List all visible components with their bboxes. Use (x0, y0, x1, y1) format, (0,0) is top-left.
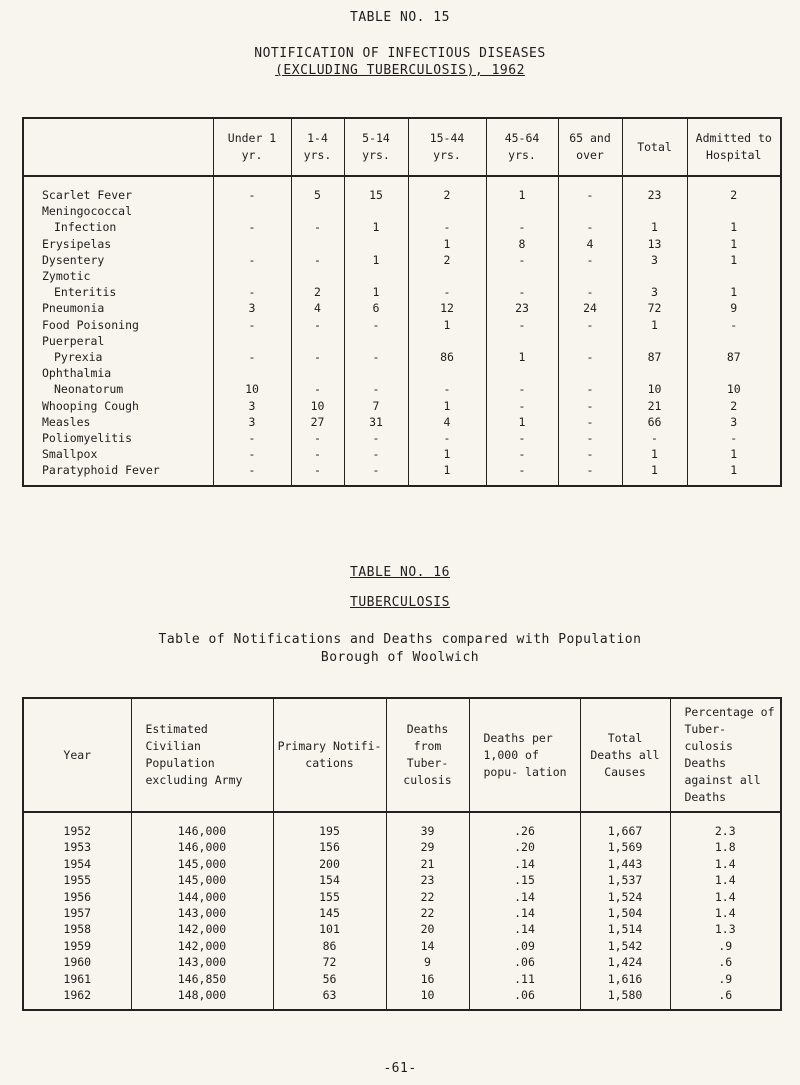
table15-cell: - (344, 381, 408, 397)
table15-cell (622, 365, 687, 381)
table15-cell: 4 (408, 414, 486, 430)
table16-row (23, 905, 781, 921)
table15-cell: 3 (213, 398, 291, 414)
table16-cell: 1,524 (580, 889, 670, 905)
table15-cell (558, 203, 622, 219)
year-cell: 1954 (63, 856, 92, 871)
year-cell: 1952 (63, 824, 92, 838)
table15-cell: - (291, 252, 344, 268)
table15-cell: 1 (486, 349, 558, 365)
table15-cell: - (408, 219, 486, 235)
table16-header-2: Primary Notifi- cations (273, 698, 386, 812)
table15-cell: 1 (344, 219, 408, 235)
table16-cell: 14 (386, 938, 469, 954)
table16-cell: 1,537 (580, 872, 670, 888)
table16-cell: 20 (386, 921, 469, 937)
table15-cell: 13 (622, 236, 687, 252)
table15-row (23, 430, 781, 446)
table15-cell: - (558, 317, 622, 333)
table15-cell: - (558, 414, 622, 430)
table15-header-6: 65 and over (558, 118, 622, 176)
table16-cell: 21 (386, 856, 469, 872)
year-cell: 1962 (63, 988, 92, 1003)
table16-cell: .6 (670, 954, 781, 970)
table15-cell: 6 (344, 300, 408, 316)
table15-cell (213, 333, 291, 349)
table15-cell: 23 (622, 176, 687, 203)
table15-cell: - (486, 462, 558, 485)
table16-cell: 155 (273, 889, 386, 905)
table15-cell: - (558, 349, 622, 365)
disease-label: Dysentery (42, 252, 105, 267)
table15-cell (291, 203, 344, 219)
table15-cell: - (558, 462, 622, 485)
table16-cell: 143,000 (131, 954, 273, 970)
disease-label: Enteritis (54, 285, 117, 300)
table15-cell (344, 333, 408, 349)
table15-cell: - (291, 462, 344, 485)
table15-cell (213, 365, 291, 381)
table15-cell: 86 (408, 349, 486, 365)
table15-cell: 1 (687, 462, 781, 485)
table15-cell (622, 268, 687, 284)
table15-cell (486, 365, 558, 381)
table16-cell: 148,000 (131, 987, 273, 1010)
table15-cell: 27 (291, 414, 344, 430)
disease-label: Neonatorum (54, 382, 124, 397)
table15-cell: - (558, 446, 622, 462)
table15-cell: 3 (213, 300, 291, 316)
table15-cell: 10 (687, 381, 781, 397)
table16-header-3: Deaths from Tuber- culosis (386, 698, 469, 812)
table15-cell: - (558, 430, 622, 446)
table15-cell: 8 (486, 236, 558, 252)
table15-row (23, 203, 781, 219)
table16-header-1: Estimated Civilian Population excluding Army (131, 698, 273, 812)
table15-cell: 1 (687, 219, 781, 235)
table16-cell: 142,000 (131, 921, 273, 937)
table16-cell: 144,000 (131, 889, 273, 905)
table15-cell: 1 (486, 176, 558, 203)
table16-caption-line1: Table of Notifications and Deaths compared with Population (158, 632, 642, 647)
table15-header-3: 5-14 yrs. (344, 118, 408, 176)
table16-cell: 1.4 (670, 872, 781, 888)
table15-cell: - (213, 317, 291, 333)
table15-cell: 2 (687, 176, 781, 203)
table15-cell: - (213, 284, 291, 300)
table16-cell: .14 (469, 921, 580, 937)
table15-cell: - (486, 317, 558, 333)
table15-cell: 10 (213, 381, 291, 397)
table15-header-4: 15-44 yrs. (408, 118, 486, 176)
disease-label: Scarlet Fever (42, 188, 133, 202)
table16-cell: 1,504 (580, 905, 670, 921)
table16-cell: .14 (469, 856, 580, 872)
table16-cell: 101 (273, 921, 386, 937)
table15-cell (408, 203, 486, 219)
table16-cell: 63 (273, 987, 386, 1010)
year-cell: 1961 (63, 971, 92, 986)
table15-cell (558, 268, 622, 284)
table16-cell: .9 (670, 938, 781, 954)
table15-cell (344, 365, 408, 381)
table16-row (23, 839, 781, 855)
table16-header-6: Percentage of Tuber- culosis Deaths against all Deaths (670, 698, 781, 812)
table15-cell (291, 333, 344, 349)
infectious-diseases-table (22, 117, 782, 487)
tuberculosis-table (22, 697, 782, 1011)
table15-cell: 2 (408, 252, 486, 268)
table16-row (23, 921, 781, 937)
year-cell: 1958 (63, 922, 92, 937)
disease-label: Food Poisoning (42, 317, 139, 332)
table16-title: TUBERCULOSIS (350, 595, 450, 610)
table15-cell: 3 (622, 284, 687, 300)
table15-cell (486, 203, 558, 219)
table16-cell: 1.4 (670, 905, 781, 921)
table15-cell (291, 236, 344, 252)
table15-cell: 3 (687, 414, 781, 430)
table16-cell: 72 (273, 954, 386, 970)
table16-cell: 156 (273, 839, 386, 855)
table15-cell: 7 (344, 398, 408, 414)
table16-cell: 1.3 (670, 921, 781, 937)
table15-cell: - (558, 284, 622, 300)
table15-cell: - (486, 381, 558, 397)
table16-label: TABLE NO. 16 (350, 565, 450, 580)
table16-cell: 1.4 (670, 856, 781, 872)
table16-cell: 1.8 (670, 839, 781, 855)
table16-cell: 1,514 (580, 921, 670, 937)
table16-header-0: Year (23, 698, 131, 812)
table15-cell: 1 (687, 236, 781, 252)
table15-cell: - (622, 430, 687, 446)
table15-cell: 87 (687, 349, 781, 365)
table16-cell: 143,000 (131, 905, 273, 921)
disease-label: Ophthalmia (42, 366, 112, 381)
table15-cell: - (486, 284, 558, 300)
table16-cell: 145,000 (131, 872, 273, 888)
table15-cell: - (291, 381, 344, 397)
table15-cell (344, 268, 408, 284)
table15-cell: - (344, 446, 408, 462)
table15-cell: - (213, 176, 291, 203)
table15-cell: 2 (291, 284, 344, 300)
table15-cell (213, 268, 291, 284)
table15-cell: - (213, 462, 291, 485)
table15-cell: 1 (687, 252, 781, 268)
table15-cell (558, 333, 622, 349)
table15-cell: - (344, 317, 408, 333)
disease-label: Erysipelas (42, 236, 112, 251)
table15-cell: 5 (291, 176, 344, 203)
table15-cell: 24 (558, 300, 622, 316)
table16-row (23, 889, 781, 905)
table16-cell: 2.3 (670, 812, 781, 839)
table16-cell: 22 (386, 889, 469, 905)
table15-cell: - (486, 219, 558, 235)
table15-cell: - (408, 381, 486, 397)
table15-cell (622, 203, 687, 219)
table15-cell: 1 (687, 284, 781, 300)
table16-cell: 22 (386, 905, 469, 921)
table16-cell: 23 (386, 872, 469, 888)
table15-cell: - (558, 219, 622, 235)
table15-cell: 1 (622, 317, 687, 333)
table15-row (23, 252, 781, 268)
disease-label: Paratyphoid Fever (42, 463, 160, 478)
table15-cell: 1 (622, 446, 687, 462)
table16-cell: 195 (273, 812, 386, 839)
table15-subtitle: (EXCLUDING TUBERCULOSIS), 1962 (275, 63, 525, 78)
year-cell: 1959 (63, 938, 92, 953)
table16-cell: 16 (386, 971, 469, 987)
table15-cell (408, 333, 486, 349)
table15-cell: 2 (687, 398, 781, 414)
table15-cell: 1 (622, 219, 687, 235)
table16-cell: 10 (386, 987, 469, 1010)
table15-cell (213, 236, 291, 252)
table16-cell: 39 (386, 812, 469, 839)
table15-cell: 66 (622, 414, 687, 430)
table15-cell: - (344, 430, 408, 446)
table15-cell (486, 268, 558, 284)
table15-cell (687, 268, 781, 284)
table15-cell: - (408, 430, 486, 446)
table15-row (23, 176, 781, 203)
table16-row (23, 954, 781, 970)
table15-cell: - (687, 430, 781, 446)
table15-header-7: Total (622, 118, 687, 176)
year-cell: 1956 (63, 889, 92, 904)
table15-cell: - (408, 284, 486, 300)
table16-row (23, 812, 781, 839)
table15-cell: 10 (291, 398, 344, 414)
table15-cell: - (291, 317, 344, 333)
table16-caption-line2: Borough of Woolwich (320, 650, 480, 665)
table15-cell (622, 333, 687, 349)
table15-cell (408, 268, 486, 284)
disease-label: Smallpox (42, 447, 98, 462)
table15-cell: 10 (622, 381, 687, 397)
disease-label: Measles (42, 414, 91, 429)
table15-row (23, 414, 781, 430)
table16-header-5: Total Deaths all Causes (580, 698, 670, 812)
table15-row (23, 300, 781, 316)
table16-cell: 1,667 (580, 812, 670, 839)
table15-header-2: 1-4 yrs. (291, 118, 344, 176)
table16-cell: .14 (469, 889, 580, 905)
table16-cell: 1,542 (580, 938, 670, 954)
table15-cell: 15 (344, 176, 408, 203)
table16-cell: 1,580 (580, 987, 670, 1010)
table15-cell (344, 236, 408, 252)
table15-cell (687, 333, 781, 349)
table16-cell: .09 (469, 938, 580, 954)
table15-header-8: Admitted to Hospital (687, 118, 781, 176)
table15-cell: 1 (408, 398, 486, 414)
table15-cell: 1 (687, 446, 781, 462)
table15-cell (558, 365, 622, 381)
table16-cell: .11 (469, 971, 580, 987)
table15-cell: 1 (622, 462, 687, 485)
table16-cell: .06 (469, 987, 580, 1010)
table15-row (23, 446, 781, 462)
table15-cell: - (213, 446, 291, 462)
table15-cell: 1 (486, 414, 558, 430)
year-cell: 1955 (63, 873, 92, 888)
table15-cell (486, 333, 558, 349)
table15-header-0 (23, 118, 213, 176)
table15-cell: 2 (408, 176, 486, 203)
table15-row (23, 219, 781, 235)
table16-cell: 142,000 (131, 938, 273, 954)
table16-cell: 1,616 (580, 971, 670, 987)
table15-cell (344, 203, 408, 219)
table16-cell: 1,424 (580, 954, 670, 970)
table15-cell: 3 (213, 414, 291, 430)
table15-cell (291, 365, 344, 381)
table15-cell: - (291, 219, 344, 235)
table16-cell: 29 (386, 839, 469, 855)
table15-row (23, 462, 781, 485)
table15-cell: 1 (344, 252, 408, 268)
table15-cell: - (291, 430, 344, 446)
table15-cell: - (291, 349, 344, 365)
table15-label: TABLE NO. 15 (350, 10, 450, 25)
table15-cell (213, 203, 291, 219)
year-cell: 1957 (63, 906, 92, 921)
table16-cell: 145 (273, 905, 386, 921)
disease-label: Whooping Cough (42, 398, 139, 413)
table15-cell (687, 203, 781, 219)
table16-cell: 154 (273, 872, 386, 888)
table15-cell (408, 365, 486, 381)
table15-cell: - (558, 398, 622, 414)
table15-cell: - (558, 252, 622, 268)
disease-label: Zymotic (42, 269, 91, 284)
table16-cell: 1,443 (580, 856, 670, 872)
table15-cell: 87 (622, 349, 687, 365)
table15-cell: - (486, 446, 558, 462)
table15-cell: 31 (344, 414, 408, 430)
table16-cell: 1.4 (670, 889, 781, 905)
year-cell: 1960 (63, 955, 92, 970)
table16-row (23, 856, 781, 872)
table15-cell: 3 (622, 252, 687, 268)
table16-header-4: Deaths per 1,000 of popu- lation (469, 698, 580, 812)
table15-title: NOTIFICATION OF INFECTIOUS DISEASES (254, 46, 546, 61)
table15-row (23, 268, 781, 284)
page-number: -61- (383, 1061, 417, 1076)
table16-cell: .06 (469, 954, 580, 970)
table15-row (23, 236, 781, 252)
table15-cell: 1 (408, 446, 486, 462)
table15-cell (291, 268, 344, 284)
table15-cell: - (344, 349, 408, 365)
table15-cell: - (213, 430, 291, 446)
table16-row (23, 971, 781, 987)
table16-cell: 146,000 (131, 812, 273, 839)
table16-cell: .26 (469, 812, 580, 839)
table16-cell: 145,000 (131, 856, 273, 872)
table16-cell: .20 (469, 839, 580, 855)
table16-cell: .6 (670, 987, 781, 1010)
table15-cell: 1 (408, 317, 486, 333)
table16-cell: 86 (273, 938, 386, 954)
table15-cell (687, 365, 781, 381)
year-cell: 1953 (63, 840, 92, 855)
table15-cell: - (213, 349, 291, 365)
table15-header-1: Under 1 yr. (213, 118, 291, 176)
table15-row (23, 349, 781, 365)
table15-cell: - (486, 398, 558, 414)
disease-label: Pneumonia (42, 301, 105, 316)
table16-cell: .15 (469, 872, 580, 888)
table16-cell: 146,850 (131, 971, 273, 987)
table15-row (23, 365, 781, 381)
table15-row (23, 333, 781, 349)
table15-cell: 72 (622, 300, 687, 316)
table15-header-5: 45-64 yrs. (486, 118, 558, 176)
table16-cell: 146,000 (131, 839, 273, 855)
disease-label: Infection (54, 220, 117, 235)
table15-cell: 4 (558, 236, 622, 252)
table16-cell: .14 (469, 905, 580, 921)
disease-label: Pyrexia (54, 350, 103, 365)
table15-cell: - (558, 381, 622, 397)
table16-cell: 9 (386, 954, 469, 970)
table15-cell: - (486, 430, 558, 446)
table15-cell: - (558, 176, 622, 203)
table16-row (23, 987, 781, 1010)
table15-row (23, 284, 781, 300)
table15-cell: - (486, 252, 558, 268)
table16-cell: 200 (273, 856, 386, 872)
table16-row (23, 872, 781, 888)
disease-label: Puerperal (42, 333, 105, 348)
table16-row (23, 938, 781, 954)
table16-cell: .9 (670, 971, 781, 987)
table15-cell: 12 (408, 300, 486, 316)
table15-cell: 1 (344, 284, 408, 300)
table15-cell: 23 (486, 300, 558, 316)
disease-label: Poliomyelitis (42, 431, 133, 446)
table15-cell: - (213, 252, 291, 268)
table15-cell: 21 (622, 398, 687, 414)
table15-cell: 1 (408, 236, 486, 252)
table15-cell: 4 (291, 300, 344, 316)
table16-cell: 1,569 (580, 839, 670, 855)
table15-row (23, 381, 781, 397)
table15-row (23, 317, 781, 333)
table15-cell: 9 (687, 300, 781, 316)
table15-cell: - (687, 317, 781, 333)
table15-cell: - (344, 462, 408, 485)
table15-cell: 1 (408, 462, 486, 485)
table15-cell: - (213, 219, 291, 235)
table15-cell: - (291, 446, 344, 462)
disease-label: Meningococcal (42, 204, 133, 219)
table15-row (23, 398, 781, 414)
table16-cell: 56 (273, 971, 386, 987)
